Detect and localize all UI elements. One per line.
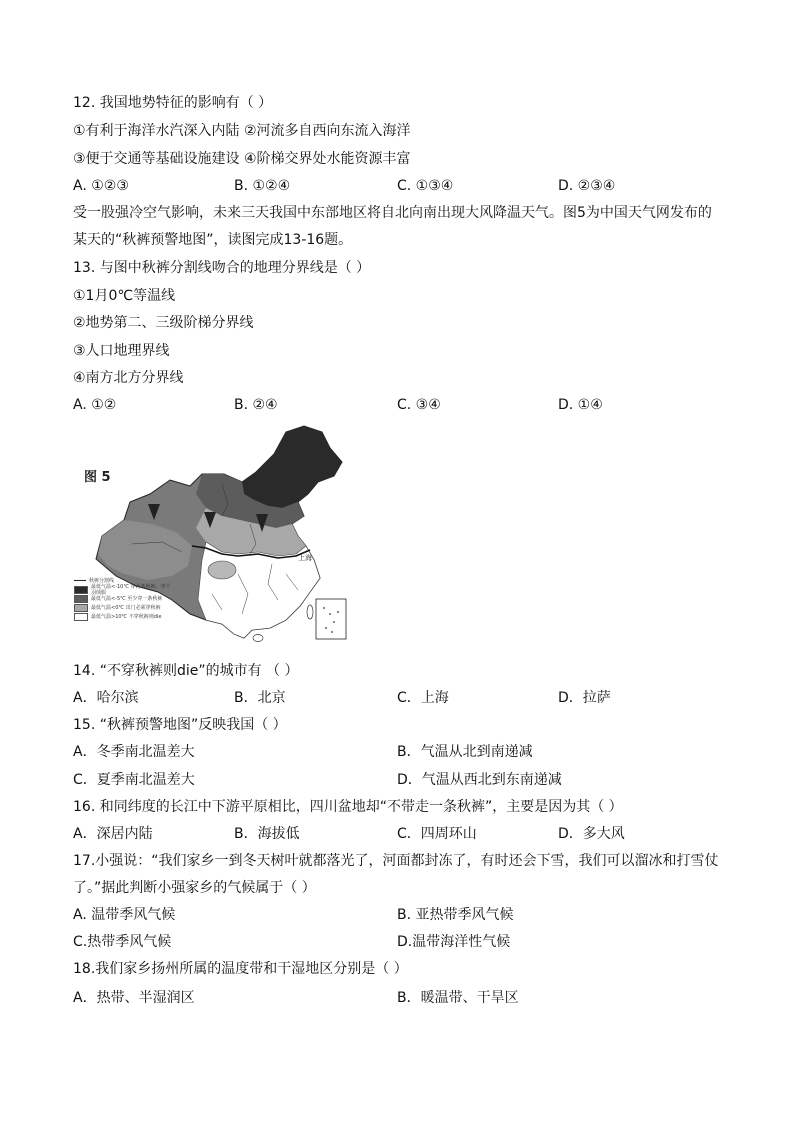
q17-stem-line2: 了。”据此判断小强家乡的气候属于（ ） [73,880,316,896]
q16-option-d: D．多大风 [558,826,625,842]
legend-item-above-10: 最低气温>10℃ 不穿秋裤则die [74,612,174,621]
q17-option-a: A. 温带季风气候 [73,907,176,923]
q13-option-a: A. ①② [73,397,117,413]
q13-option-d: D. ①④ [558,397,603,413]
legend-swatch-dark [74,586,88,594]
q15-option-d: D．气温从西北到东南递减 [397,772,562,788]
figure-label: 图 5 [84,470,111,485]
legend-item-below-minus5: 最低气温<-5℃ 至少穿一条秋裤 [74,594,174,603]
q16-option-a: A．深居内陆 [73,826,153,842]
q14-option-c: C．上海 [397,690,449,706]
q12-option-b: B. ①②④ [234,178,291,194]
q17-option-b: B. 亚热带季风气候 [397,907,514,923]
legend-swatch-light [74,604,88,612]
q14-option-d: D．拉萨 [558,690,611,706]
south-china-sea-inset [316,599,346,639]
city-label-shanghai: 上海 [298,554,312,562]
intro-line1: 受一股强冷空气影响，未来三天我国中东部地区将自北向南出现大风降温天气。图5为中国天气网发布的 [73,205,712,221]
q17-stem-line1: 17.小强说：“我们家乡一到冬天树叶就都落光了，河面都封冻了，有时还会下雪，我们可以溜冰和打雪仗 [73,853,719,869]
q12-stem: 12. 我国地势特征的影响有（ ） [73,95,273,111]
legend-item-below-0: 最低气温<0℃ 出门必须穿秋裤 [74,603,174,612]
q12-option-c: C. ①③④ [397,178,454,194]
legend-line-swatch [74,580,86,581]
q13-item-4: ④南方北方分界线 [73,370,184,386]
q12-option-a: A. ①②③ [73,178,129,194]
q16-option-c: C．四周环山 [397,826,477,842]
q15-stem: 15. “秋裤预警地图”反映我国（ ） [73,717,287,733]
q12-statement-line1: ①有利于海洋水汽深入内陆 ②河流多自西向东流入海洋 [73,123,411,139]
q18-option-b: B．暖温带、干旱区 [397,990,519,1006]
q14-option-a: A．哈尔滨 [73,690,139,706]
q16-stem: 16. 和同纬度的长江中下游平原相比，四川盆地却“不带走一条秋裤”，主要是因为其（ ） [73,799,623,815]
q18-stem: 18.我们家乡扬州所属的温度带和干湿地区分别是（ ） [73,961,408,977]
legend-item-dividing-line: 秋裤分割线 [74,576,174,585]
intro-line2: 某天的“秋裤预警地图”，读图完成13-16题。 [73,232,353,248]
legend-swatch-white [74,613,88,621]
q12-statement-line2: ③便于交通等基础设施建设 ④阶梯交界处水能资源丰富 [73,151,411,167]
map-legend [74,576,174,621]
q13-item-3: ③人口地理界线 [73,343,170,359]
q17-option-c: C.热带季风气候 [73,934,172,950]
q17-option-d: D.温带海洋性气候 [397,934,511,950]
map-hainan [253,635,263,642]
figure-5-map [72,424,354,647]
q13-option-c: C. ③④ [397,397,441,413]
q13-item-1: ①1月0℃等温线 [73,288,176,304]
q15-option-b: B．气温从北到南递减 [397,744,533,760]
q12-option-d: D. ②③④ [558,178,616,194]
q16-option-b: B．海拔低 [234,826,300,842]
q14-option-b: B．北京 [234,690,286,706]
q14-stem: 14. “不穿秋裤则die”的城市有 （ ） [73,663,299,679]
q13-stem: 13. 与图中秋裤分割线吻合的地理分界线是（ ） [73,260,371,276]
map-region-northeast [242,426,342,508]
map-region-sichuan-basin [208,561,236,579]
q13-option-b: B. ②④ [234,397,278,413]
map-taiwan [307,605,313,619]
legend-item-below-minus10: 最低气温<-10℃ 穿两条秋裤，穿个羽绒服 [74,585,174,594]
q13-item-2: ②地势第二、三级阶梯分界线 [73,315,254,331]
q18-option-a: A．热带、半湿润区 [73,990,195,1006]
q15-option-a: A．冬季南北温差大 [73,744,195,760]
q15-option-c: C．夏季南北温差大 [73,772,195,788]
legend-swatch-mid-dark [74,595,88,603]
